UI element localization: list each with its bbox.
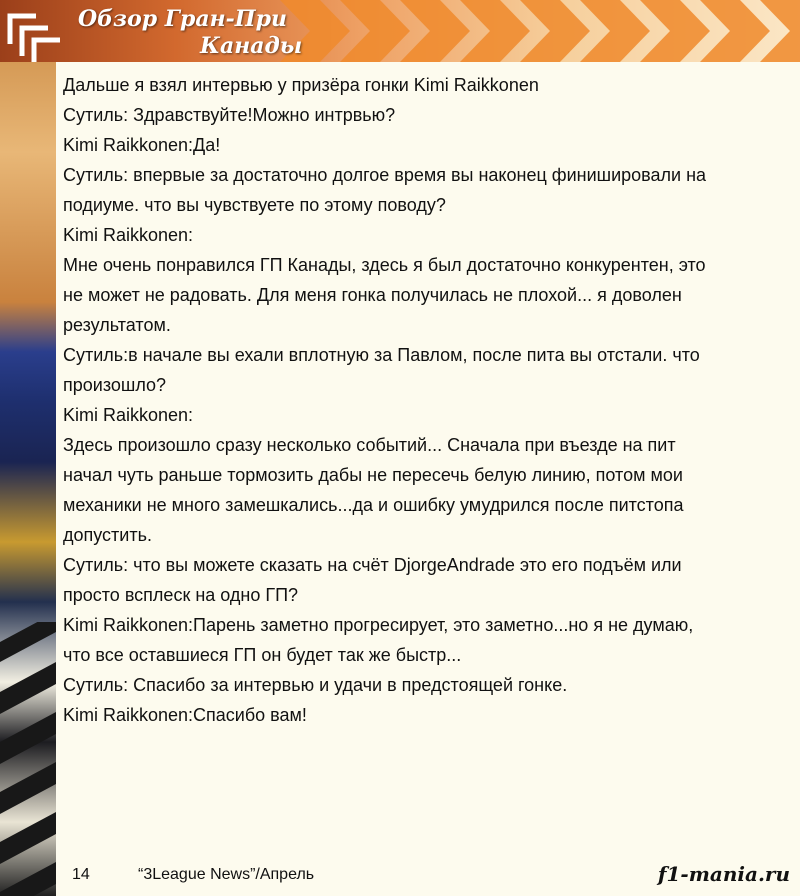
text-line: Сутиль:в начале вы ехали вплотную за Павлом, после пита вы отстали. что [63,345,700,365]
text-line: Kimi Raikkonen: [63,225,194,245]
text-line: Сутиль: Спасибо за интервью и удачи в предстоящей гонке. [63,675,568,695]
magazine-issue: “3League News”/Апрель [138,866,315,883]
section-title-line-2: Канады [200,33,303,59]
interview-text [63,70,793,730]
text-line: Сутиль: Здравствуйте!Можно интрвью? [63,105,396,125]
text-line: Мне очень понравился ГП Канады, здесь я был достаточно конкурентен, это [63,255,706,275]
text-line: Kimi Raikkonen:Парень заметно прогресирует, это заметно...но я не думаю, [63,615,694,635]
text-line: механики не много замешкались...да и ошибку умудрился после питстопа [63,495,684,515]
page-number: 14 [72,866,90,883]
text-line: просто всплеск на одно ГП? [63,585,299,605]
text-line: не может не радовать. Для меня гонка получилась не плохой... я доволен [63,285,682,305]
text-line: Kimi Raikkonen:Да! [63,135,221,155]
text-line: произошло? [63,375,167,395]
text-line: допустить. [63,525,152,545]
chevron-stripes-decoration [280,0,800,62]
magazine-logo-icon [6,10,66,62]
section-title-line-1: Обзор Гран-При [78,6,287,32]
text-line: Сутиль: впервые за достаточно долгое время вы наконец финишировали на [63,165,707,185]
text-line: Kimi Raikkonen:Спасибо вам! [63,705,307,725]
text-line: что все оставшиеся ГП он будет так же быстр... [63,645,462,665]
diagonal-stripes-decoration [0,622,56,896]
side-photo-strip [0,62,56,896]
text-line: Kimi Raikkonen: [63,405,194,425]
text-line: результатом. [63,315,171,335]
site-name: f1-mania.ru [657,862,790,886]
article-body [56,62,800,896]
header-banner [0,0,800,62]
text-line: подиуме. что вы чувствуете по этому поводу? [63,195,446,215]
text-line: Здесь произошло сразу несколько событий... Сначала при въезде на пит [63,435,676,455]
text-line: Дальше я взял интервью у призёра гонки Kimi Raikkonen [63,75,539,95]
text-line: Сутиль: что вы можете сказать на счёт DjorgeAndrade это его подъём или [63,555,682,575]
text-line: начал чуть раньше тормозить дабы не пересечь белую линию, потом мои [63,465,683,485]
